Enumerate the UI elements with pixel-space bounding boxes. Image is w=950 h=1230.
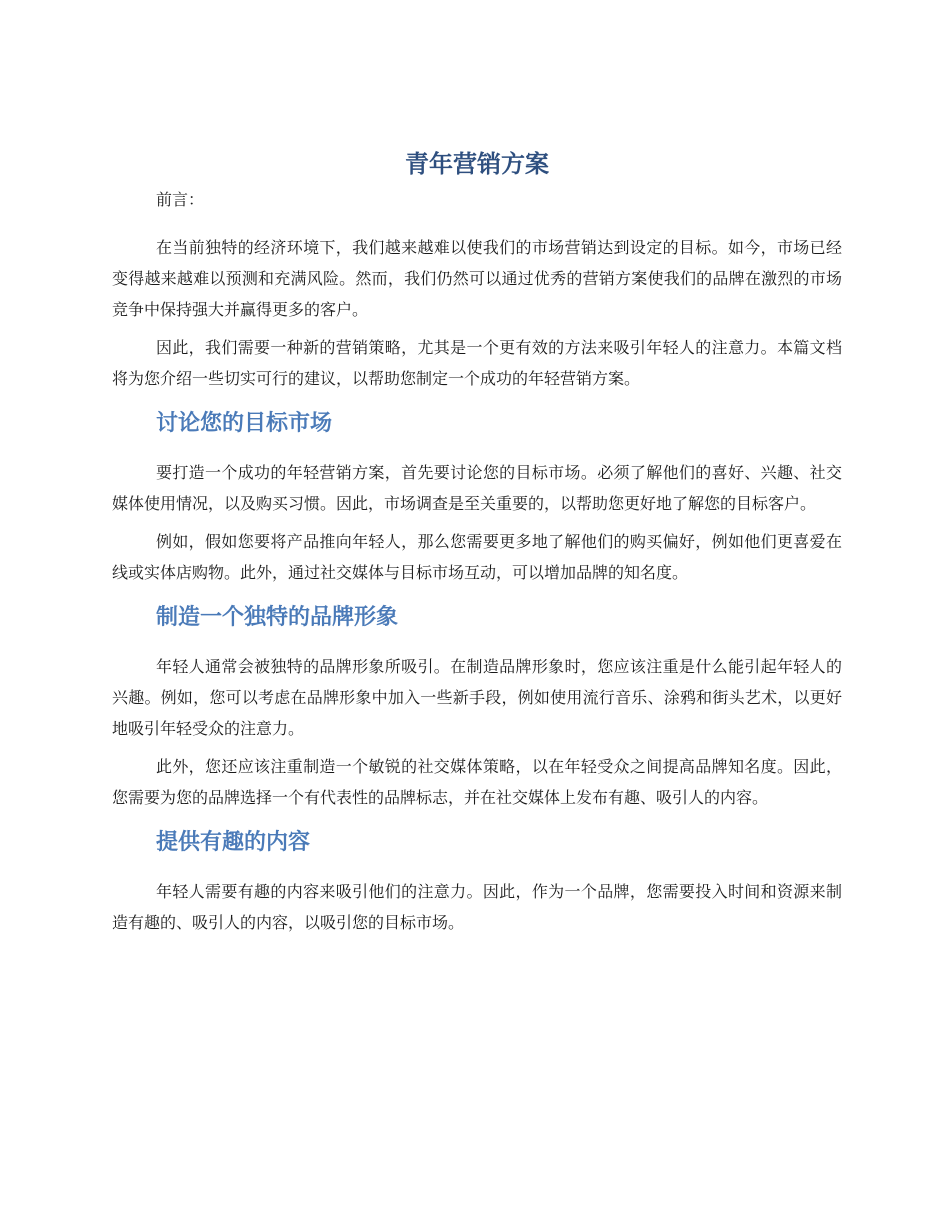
document-body bbox=[112, 146, 842, 945]
intro-paragraph-1: 在当前独特的经济环境下，我们越来越难以使我们的市场营销达到设定的目标。如今，市场已经变得越来越难以预测和充满风险。然而，我们仍然可以通过优秀的营销方案使我们的品牌在激烈的市场竞争中保持强大并赢得更多的客户。 bbox=[112, 238, 842, 319]
intro-paragraph-2: 因此，我们需要一种新的营销策略，尤其是一个更有效的方法来吸引年轻人的注意力。本篇文档将为您介绍一些切实可行的建议，以帮助您制定一个成功的年轻营销方案。 bbox=[112, 338, 842, 388]
document-title: 青年营销方案 bbox=[405, 150, 549, 178]
target-market-paragraph-2: 例如，假如您要将产品推向年轻人，那么您需要更多地了解他们的购买偏好，例如他们更喜爱在线或实体店购物。此外，通过社交媒体与目标市场互动，可以增加品牌的知名度。 bbox=[112, 532, 842, 582]
interesting-content-paragraph-1: 年轻人需要有趣的内容来吸引他们的注意力。因此，作为一个品牌，您需要投入时间和资源来制造有趣的、吸引人的内容，以吸引您的目标市场。 bbox=[112, 882, 842, 932]
brand-image-paragraph-1: 年轻人通常会被独特的品牌形象所吸引。在制造品牌形象时，您应该注重是什么能引起年轻人的兴趣。例如，您可以考虑在品牌形象中加入一些新手段，例如使用流行音乐、涂鸦和街头艺术，以更好地吸引年轻受众的注意力。 bbox=[112, 657, 842, 738]
section-heading-brand-image: 制造一个独特的品牌形象 bbox=[156, 605, 399, 630]
preface-label: 前言： bbox=[156, 190, 205, 209]
brand-image-paragraph-2: 此外，您还应该注重制造一个敏锐的社交媒体策略，以在年轻受众之间提高品牌知名度。因此，您需要为您的品牌选择一个有代表性的品牌标志，并在社交媒体上发布有趣、吸引人的内容。 bbox=[112, 757, 842, 807]
section-heading-target-market: 讨论您的目标市场 bbox=[156, 411, 333, 436]
target-market-paragraph-1: 要打造一个成功的年轻营销方案，首先要讨论您的目标市场。必须了解他们的喜好、兴趣、社交媒体使用情况，以及购买习惯。因此，市场调查是至关重要的，以帮助您更好地了解您的目标客户。 bbox=[112, 463, 842, 513]
section-heading-interesting-content: 提供有趣的内容 bbox=[156, 830, 311, 855]
